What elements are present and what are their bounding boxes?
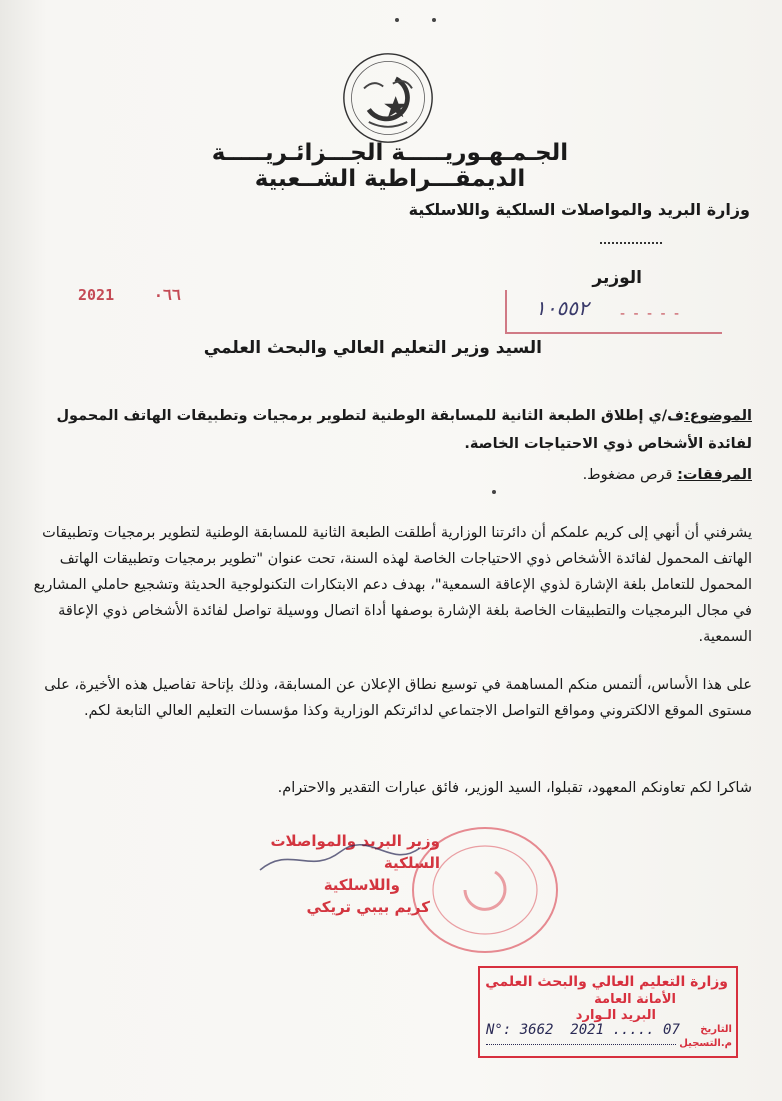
- reference-number: ١٠٥٥٢: [535, 296, 589, 320]
- signature-line-3: كريم بيبي تريكي: [306, 898, 430, 916]
- addressee: السيد وزير التعليم العالي والبحث العلمي: [203, 338, 542, 358]
- separator-dash: [600, 242, 662, 244]
- signature-line-1: وزير البريد والمواصلات السلكية: [270, 832, 440, 872]
- subject-line: [30, 402, 752, 458]
- body-paragraph-2: على هذا الأساس، ألتمس منكم المساهمة في توسيع نطاق الإعلان عن المسابقة، وذلك بإتاحة تفاصيل هذه الأخيرة، على مستوى الموقع الالكتروني ومواقع التواصل الاجتماعي لدائرتكم الوزارية وكذا مؤسسات التعليم العالي التابعة لكم.: [44, 677, 752, 719]
- national-emblem-seal: [340, 50, 436, 146]
- date-stamp: [78, 286, 181, 304]
- received-mail-stamp: [478, 966, 738, 1058]
- signature-scribble: [240, 840, 440, 880]
- minister-label: الوزير: [592, 268, 642, 288]
- closing-paragraph: شاكرا لكم تعاونكم المعهود، تقبلوا، السيد الوزير، فائق عبارات التقدير والاحترام.: [277, 780, 752, 796]
- date-stamp-year: 2021: [78, 286, 115, 304]
- attachment-line: [583, 462, 752, 488]
- received-stamp-date-label: التاريخ: [700, 1024, 732, 1035]
- received-stamp-number: N°: 3662 2021 ..... 07: [486, 1022, 680, 1038]
- attachment-text: قرص مضغوط.: [582, 467, 673, 483]
- signature-block: [240, 830, 440, 940]
- received-stamp-mail: البريد الـوارد: [575, 1008, 656, 1023]
- signature-line-2: واللاسلكية: [323, 876, 400, 894]
- received-stamp-reg-label: م.التسجيل: [679, 1038, 732, 1049]
- subject-label: الموضوع:: [683, 408, 752, 424]
- republic-title: الجـمـهـوريـــــة الجـــزائـريـــــة الديمقـــراطية الشــعبية: [211, 140, 569, 192]
- received-stamp-secretariat: الأمانة العامة: [594, 992, 676, 1007]
- received-stamp-ministry: وزارة التعليم العالي والبحث العلمي: [485, 974, 728, 990]
- body-paragraph-1: يشرفني أن أنهي إلى كريم علمكم أن دائرتنا الوزارية أطلقت الطبعة الثانية للمسابقة الوطنية لتطوير برمجيات وتطبيقات الهاتف المحمول لفائدة الأشخاص ذوي الاحتياجات الخاصة لهذه السنة، تحت عنوان "تطوير برمجيات وتطبيقات الهاتف المحمول للتعامل بلغة الإشارة لذوي الإعاقة السمعية"، بهدف دعم الابتكارات التكنولوجية الحديثة وتشجيع حاملي المشاريع في مجال البرمجيات والتطبيقات الخاصة بلغة الإشارة بوصفها أداة اتصال ووسيلة تواصل لفائدة الأشخاص ذوي الإعاقة السمعية.: [33, 525, 752, 645]
- ministry-name: وزارة البريد والمواصلات السلكية واللاسلكية: [408, 200, 750, 219]
- subject-text: ف/ي إطلاق الطبعة الثانية للمسابقة الوطنية لتطوير برمجيات وتطبيقات الهاتف المحمول لفائدة الأشخاص ذوي الاحتياجات الخاصة.: [56, 408, 752, 452]
- date-stamp-day: ٠٦٦: [153, 286, 181, 304]
- reference-dots: - - - - -: [620, 306, 682, 322]
- attachment-label: المرفقات:: [677, 467, 752, 483]
